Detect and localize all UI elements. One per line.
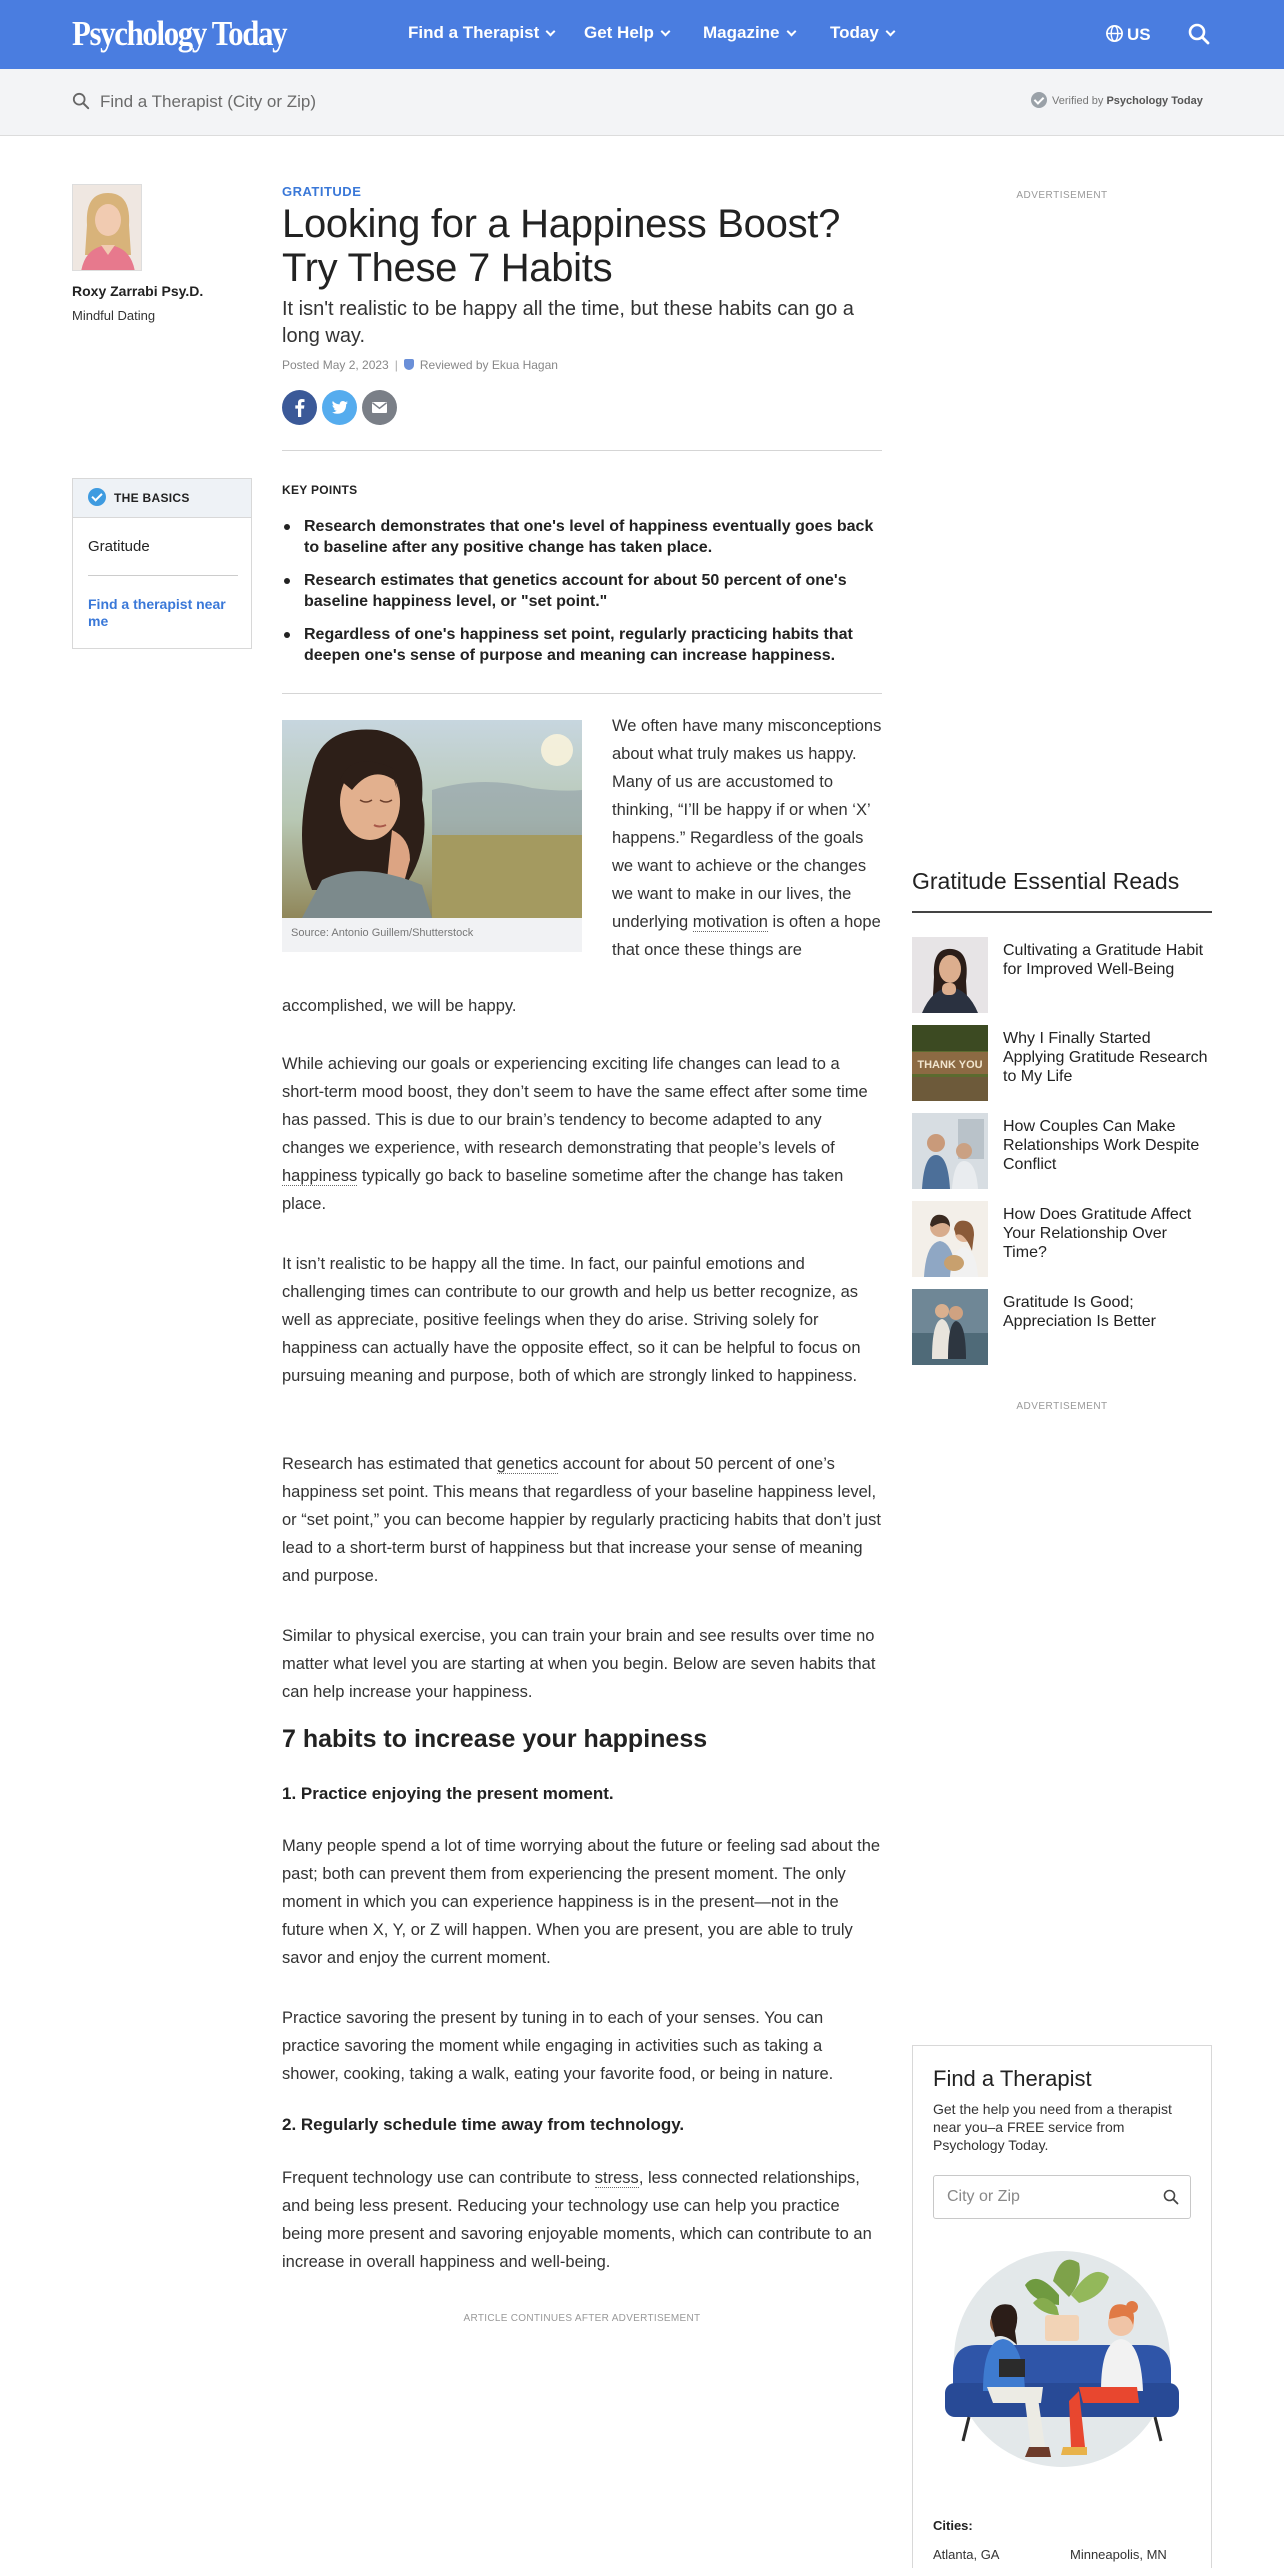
article-category[interactable]: GRATITUDE <box>282 184 362 199</box>
paragraph-8-text-b: , less connected relationships, and being less present. Reducing your technology use can help you practice being more present and savoring enjoyable moments, which can contribute to an increase in overall happiness and well-being. <box>282 2169 872 2271</box>
paragraph-2-text-b: typically go back to baseline sometime after the change has taken place. <box>282 1167 844 1213</box>
key-points-list <box>282 516 882 678</box>
chevron-down-icon <box>885 27 895 37</box>
nav-today[interactable] <box>830 23 894 43</box>
site-logo[interactable]: Psychology Today <box>72 14 287 53</box>
paragraph-7: Practice savoring the present by tuning in to each of your senses. You can practice savoring the moment while engaging in activities such as taking a shower, cooking, taking a walk, eating your favorite food, or being in nature. <box>282 2009 834 2083</box>
divider <box>282 450 882 451</box>
paragraph-1-end: accomplished, we will be happy. <box>282 997 517 1015</box>
article-thumbnail <box>912 1113 988 1189</box>
cities-label: Cities: <box>933 2518 973 2533</box>
paragraph-4 <box>282 1450 882 1590</box>
find-therapist-subtitle: Get the help you need from a therapist near you–a FREE service from Psychology Today. <box>933 2101 1172 2153</box>
nav-get-help[interactable] <box>584 23 669 43</box>
advertisement-label: ADVERTISEMENT <box>1016 1401 1108 1412</box>
article-dek: It isn't realistic to be happy all the time, but these habits can go a long way. <box>282 298 854 347</box>
share-email-button[interactable] <box>362 390 397 425</box>
search-icon <box>72 92 90 110</box>
chevron-down-icon <box>660 27 670 37</box>
habit-2-heading: 2. Regularly schedule time away from technology. <box>282 2115 685 2134</box>
city-zip-input[interactable] <box>933 2175 1191 2219</box>
key-points-title: KEY POINTS <box>282 483 358 497</box>
author-name[interactable]: Roxy Zarrabi Psy.D. <box>72 283 204 299</box>
basics-box <box>72 478 252 649</box>
globe-icon[interactable] <box>1105 24 1124 43</box>
woman-sunlight-photo <box>282 720 582 918</box>
verified-badge <box>1031 93 1203 109</box>
essential-read-title: How Does Gratitude Affect Your Relationship Over Time? <box>1003 1206 1192 1261</box>
city-link[interactable]: Minneapolis, MN <box>1070 2547 1167 2562</box>
key-point: Research estimates that genetics account for about 50 percent of one's baseline happiness level, or "set point." <box>282 570 882 612</box>
find-therapist-link[interactable]: Find a therapist near me <box>88 596 226 629</box>
therapist-search-bar <box>0 69 1284 136</box>
verified-brand: Psychology Today <box>1106 94 1203 107</box>
essential-read-item[interactable] <box>912 1113 1212 1189</box>
paragraph-1-text-b: is often a hope that once these things are <box>612 913 881 959</box>
city-link[interactable]: Atlanta, GA <box>933 2547 1000 2562</box>
shield-icon <box>404 359 414 370</box>
paragraph-2-text-a: While achieving our goals or experiencing exciting life changes can lead to a short-term mood boost, they don’t seem to have the same effect after some time has passed. This is due to our brain’s tendency to become adapted to any changes we experience, with research demonstrating that people’s levels of <box>282 1055 868 1157</box>
divider <box>912 911 1212 913</box>
reviewed-by[interactable]: Reviewed by Ekua Hagan <box>419 358 558 372</box>
find-therapist-widget <box>912 2045 1212 2568</box>
divider <box>88 575 238 576</box>
author-avatar[interactable] <box>72 184 142 271</box>
key-point: Regardless of one's happiness set point, regularly practicing habits that deepen one's sense of purpose and meaning can increase happiness. <box>282 624 882 666</box>
article-continues-label: ARTICLE CONTINUES AFTER ADVERTISEMENT <box>463 2313 701 2324</box>
top-nav <box>0 0 1284 69</box>
search-icon[interactable] <box>1163 2189 1179 2205</box>
essential-read-title: How Couples Can Make Relationships Work Despite Conflict <box>1003 1118 1200 1173</box>
search-icon[interactable] <box>1187 22 1211 46</box>
divider <box>282 693 882 694</box>
chevron-down-icon <box>786 27 796 37</box>
genetics-link[interactable]: genetics <box>496 1455 559 1473</box>
article-thumbnail <box>912 937 988 1013</box>
paragraph-4-text-a: Research has estimated that <box>282 1455 497 1473</box>
basics-title: THE BASICS <box>114 491 190 506</box>
habit-1-heading: 1. Practice enjoying the present moment. <box>282 1784 614 1803</box>
stress-link[interactable]: stress <box>594 2169 639 2187</box>
basics-header <box>73 479 251 518</box>
paragraph-5: Similar to physical exercise, you can train your brain and see results over time no matter what level you are starting at when you begin. Below are seven habits that can help increase your happiness. <box>282 1627 876 1701</box>
happiness-link[interactable]: happiness <box>282 1167 358 1185</box>
check-circle-icon <box>1031 92 1047 108</box>
image-caption: Source: Antonio Guillem/Shutterstock <box>291 927 474 939</box>
nav-today-label: Today <box>830 23 879 42</box>
essential-read-title: Why I Finally Started Applying Gratitude Research to My Life <box>1003 1030 1208 1085</box>
share-facebook-button[interactable] <box>282 390 317 425</box>
chevron-down-icon <box>546 27 556 37</box>
essential-read-item[interactable] <box>912 1025 1212 1101</box>
section-heading: 7 habits to increase your happiness <box>282 1725 708 1753</box>
essential-reads-title: Gratitude Essential Reads <box>912 868 1180 894</box>
article-thumbnail <box>912 1289 988 1365</box>
paragraph-1-text-a: We often have many misconceptions about what truly makes us happy. Many of us are accustomed to thinking, “I’ll be happy if or when ‘X’ happens.” Regardless of the goals we want to achieve or the changes we want to make in our lives, the underlying <box>612 717 882 931</box>
therapy-session-illustration <box>933 2241 1191 2486</box>
nav-get-help-label: Get Help <box>584 23 654 42</box>
share-twitter-button[interactable] <box>322 390 357 425</box>
essential-read-item[interactable] <box>912 1289 1212 1365</box>
basics-topic-link[interactable]: Gratitude <box>88 538 150 555</box>
therapist-search-input[interactable] <box>100 87 600 117</box>
paragraph-8 <box>282 2164 882 2276</box>
key-point: Research demonstrates that one's level of happiness eventually goes back to baseline after any positive change has taken place. <box>282 516 882 558</box>
verified-prefix: Verified by <box>1052 94 1104 107</box>
check-circle-icon <box>88 488 106 506</box>
advertisement-label: ADVERTISEMENT <box>1016 190 1108 201</box>
nav-magazine-label: Magazine <box>703 23 780 42</box>
paragraph-2 <box>282 1050 882 1218</box>
article-meta: Posted May 2, 2023 | Reviewed by Ekua Hagan <box>282 358 558 372</box>
article-thumbnail <box>912 1201 988 1277</box>
paragraph-1 <box>612 712 882 964</box>
essential-read-item[interactable] <box>912 937 1212 1013</box>
paragraph-8-text-a: Frequent technology use can contribute to <box>282 2169 595 2187</box>
essential-read-title: Gratitude Is Good; Appreciation Is Better <box>1003 1294 1156 1330</box>
paragraph-6: Many people spend a lot of time worrying about the future or feeling sad about the past; both can prevent them from experiencing the present moment. The only moment in which you can experience happiness is in the present—not in the future when X, Y, or Z will happen. When you are present, you are able to truly savor and enjoy the current moment. <box>282 1837 881 1967</box>
article-thumbnail <box>912 1025 988 1101</box>
nav-magazine[interactable] <box>703 23 795 43</box>
nav-find-therapist[interactable] <box>408 23 554 43</box>
essential-read-item[interactable] <box>912 1201 1212 1277</box>
find-therapist-title: Find a Therapist <box>933 2066 1092 2091</box>
posted-date: Posted May 2, 2023 <box>282 358 389 372</box>
thank-you-text: THANK YOU <box>917 1059 983 1071</box>
nav-find-therapist-label: Find a Therapist <box>408 23 540 42</box>
motivation-link[interactable]: motivation <box>692 913 768 931</box>
author-blog[interactable]: Mindful Dating <box>72 308 156 323</box>
region-selector[interactable]: US <box>1127 25 1151 44</box>
article-title: Looking for a Happiness Boost? Try These 7 Habits <box>282 202 841 290</box>
essential-read-title: Cultivating a Gratitude Habit for Improved Well-Being <box>1003 942 1204 978</box>
article-figure <box>282 720 582 952</box>
paragraph-4-text-b: account for about 50 percent of one’s happiness set point. This means that regardless of your baseline happiness level, or “set point,” you can become happier by regularly practicing habits that don’t just lead to a short-term burst of happiness but that increase your sense of meaning and purpose. <box>282 1455 881 1585</box>
paragraph-3: It isn’t realistic to be happy all the time. In fact, our painful emotions and challenging times can contribute to our growth and help us better recognize, as well as appreciate, positive feelings when they do arise. Striving solely for happiness can actually have the opposite effect, so it can be helpful to focus on pursuing meaning and purpose, both of which are strongly linked to happiness. <box>282 1255 861 1385</box>
